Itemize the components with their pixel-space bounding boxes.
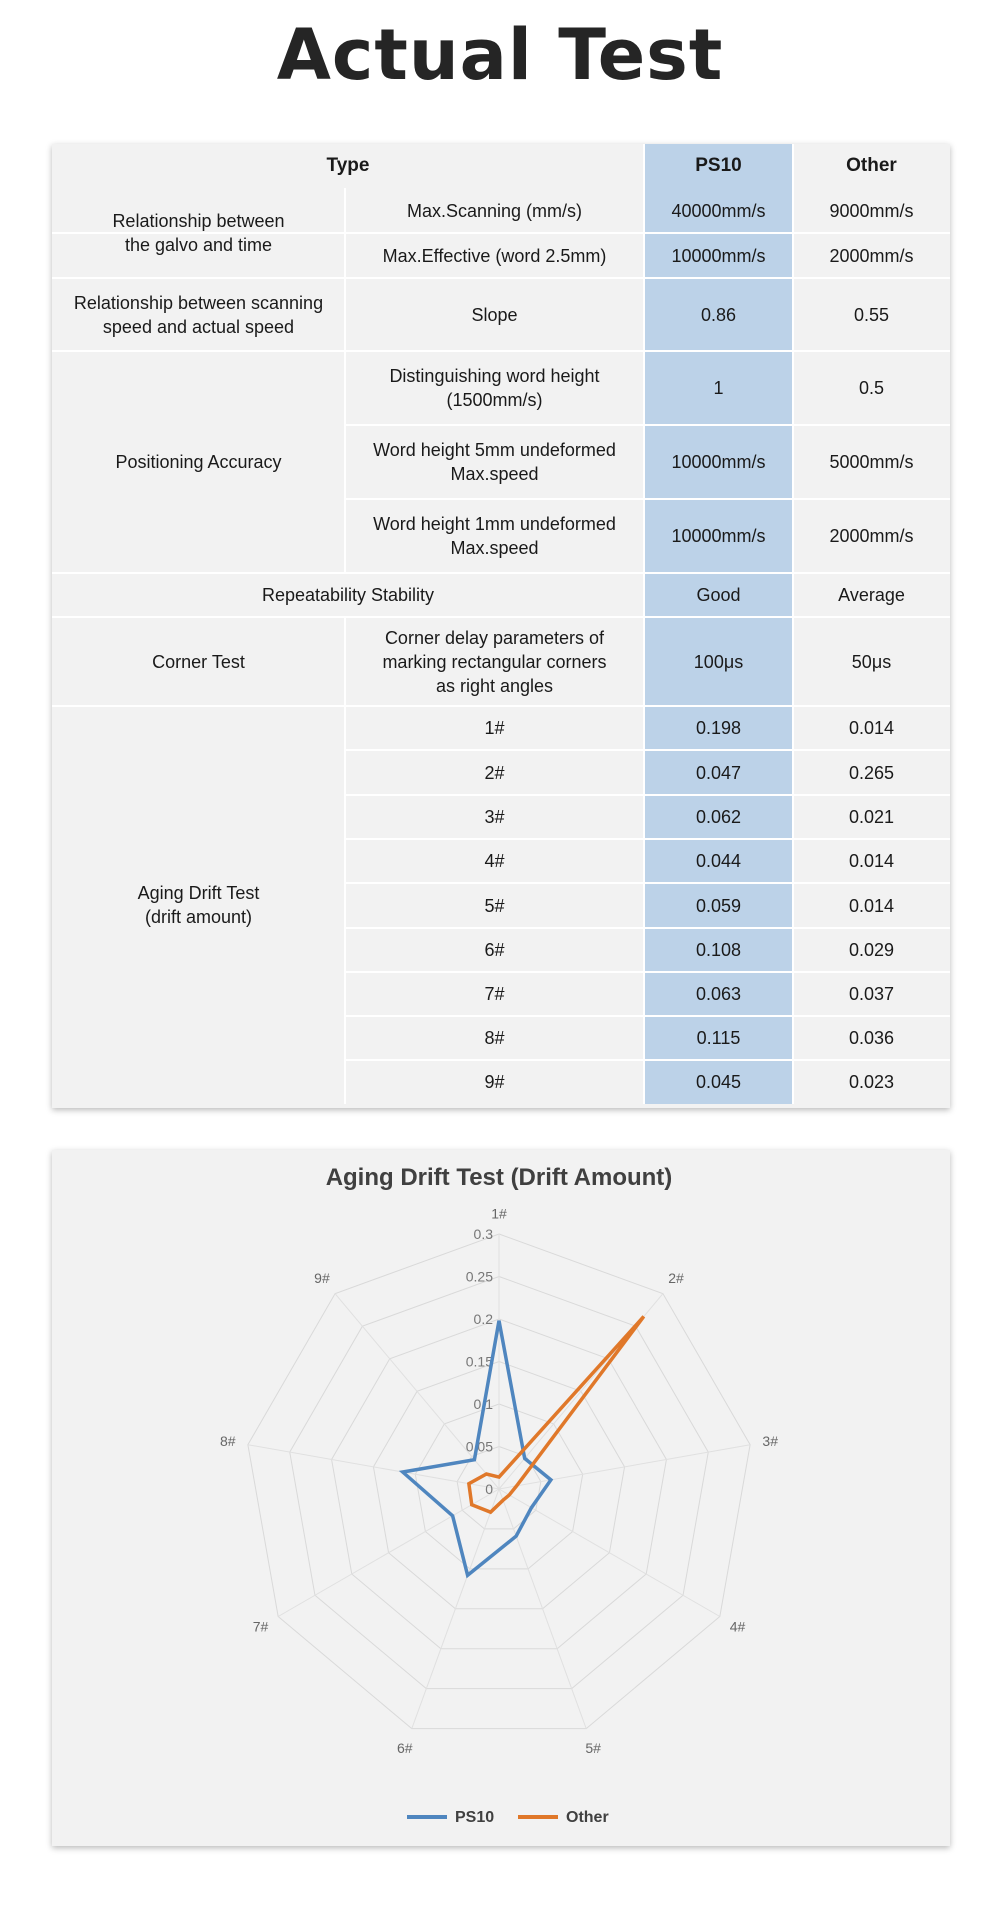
row-item-label: 1# <box>484 718 505 738</box>
row-item-label: 9# <box>484 1072 505 1092</box>
other-value: 0.265 <box>848 762 895 783</box>
radial-tick-label: 0.05 <box>465 1438 493 1455</box>
row-item-label: 6# <box>484 940 505 960</box>
chart-title: Aging Drift Test (Drift Amount) <box>325 1164 673 1191</box>
grid-spoke <box>248 1445 499 1489</box>
row-separator <box>52 705 950 707</box>
column-separator <box>344 617 346 1104</box>
category-label: 6# <box>397 1739 413 1756</box>
category-label: 9# <box>314 1270 330 1287</box>
ps10-value: 0.044 <box>695 851 742 871</box>
legend-label: PS10 <box>455 1809 495 1826</box>
chart-panel <box>52 1150 950 1846</box>
row-group-label: Positioning Accuracy <box>115 452 282 472</box>
ps10-value: 1 <box>713 378 724 398</box>
row-item-label: 3# <box>484 807 505 827</box>
category-label: 1# <box>491 1205 507 1222</box>
comparison-table <box>52 144 950 1108</box>
ps10-value: 0.108 <box>695 940 742 960</box>
other-value: Average <box>838 585 905 605</box>
ps10-value: 100μs <box>693 651 744 672</box>
row-group-label: Relationship between the galvo and time <box>112 211 285 255</box>
other-value: 50μs <box>851 651 892 672</box>
row-item-label: 4# <box>484 851 505 871</box>
row-separator <box>52 232 950 234</box>
other-value: 0.036 <box>848 1028 895 1048</box>
ps10-value: Good <box>696 585 741 605</box>
other-value: 0.55 <box>853 304 890 325</box>
category-label: 3# <box>762 1433 779 1450</box>
other-value: 2000mm/s <box>829 245 914 266</box>
row-item-label: Word height 1mm undeformed Max.speed <box>373 514 616 558</box>
row-separator <box>52 572 950 574</box>
ps10-value: 10000mm/s <box>671 452 766 472</box>
row-group-label: Repeatability Stability <box>261 585 435 605</box>
radial-tick-label: 0.15 <box>465 1353 493 1370</box>
row-separator <box>52 350 950 352</box>
row-item-label: 5# <box>484 895 505 916</box>
ps10-value: 40000mm/s <box>671 200 766 221</box>
other-value: 0.021 <box>848 807 895 827</box>
ps10-value: 0.115 <box>696 1028 741 1048</box>
legend-label: Other <box>566 1809 609 1826</box>
ps10-value: 10000mm/s <box>671 526 766 546</box>
row-separator <box>345 838 950 840</box>
row-group-label: Corner Test <box>152 651 245 672</box>
column-separator <box>344 188 346 573</box>
radar-chart <box>52 1150 950 1846</box>
ps10-value: 10000mm/s <box>671 245 766 266</box>
row-item-label: Corner delay parameters of marking rectangular corners as right angles <box>382 627 607 696</box>
ps10-value: 0.059 <box>695 895 742 916</box>
ps10-value: 0.198 <box>695 718 742 738</box>
ps10-value: 0.047 <box>695 762 742 783</box>
radial-tick-label: 0.2 <box>473 1311 493 1327</box>
other-value: 0.037 <box>848 984 895 1004</box>
row-item-label: 8# <box>484 1028 505 1048</box>
grid-spoke <box>278 1489 499 1617</box>
row-separator <box>345 1015 950 1017</box>
other-value: 0.014 <box>848 718 895 738</box>
other-value: 0.023 <box>848 1072 895 1092</box>
column-separator <box>643 144 645 1104</box>
other-value: 2000mm/s <box>829 526 914 546</box>
other-value: 0.5 <box>858 378 885 398</box>
other-value: 0.014 <box>848 895 895 916</box>
page-title: Actual Test <box>276 14 724 96</box>
category-label: 2# <box>668 1270 684 1287</box>
other-value: 5000mm/s <box>829 452 914 472</box>
row-separator <box>345 971 950 973</box>
row-item-label: 7# <box>484 984 505 1004</box>
row-item-label: Max.Scanning (mm/s) <box>406 200 583 221</box>
row-separator <box>345 749 950 751</box>
row-item-label: Distinguishing word height (1500mm/s) <box>389 366 600 410</box>
row-separator <box>345 424 950 426</box>
row-item-label: Word height 5mm undeformed Max.speed <box>373 440 616 484</box>
ps10-value: 0.045 <box>695 1072 742 1092</box>
radial-tick-label: 0.1 <box>473 1396 493 1412</box>
ps10-value: 0.86 <box>700 304 737 325</box>
header-other: Other <box>846 155 897 176</box>
ps10-value: 0.063 <box>695 984 742 1004</box>
row-group-label: Relationship between scanning speed and actual speed <box>73 292 324 337</box>
radial-tick-label: 0.25 <box>465 1268 493 1285</box>
row-separator <box>345 882 950 884</box>
row-item-label: Slope <box>471 304 518 325</box>
ps10-value: 0.062 <box>695 807 742 827</box>
other-value: 9000mm/s <box>829 200 914 221</box>
row-separator <box>345 794 950 796</box>
row-item-label: Max.Effective (word 2.5mm) <box>382 245 607 266</box>
category-label: 5# <box>585 1739 601 1756</box>
category-label: 7# <box>252 1618 269 1635</box>
row-separator <box>345 927 950 929</box>
row-separator <box>345 1059 950 1061</box>
row-separator <box>52 277 950 279</box>
radial-tick-label: 0 <box>485 1481 493 1497</box>
row-group-label: Aging Drift Test (drift amount) <box>137 883 260 927</box>
other-value: 0.029 <box>848 940 895 960</box>
row-separator <box>345 498 950 500</box>
category-label: 8# <box>219 1433 236 1450</box>
category-label: 4# <box>729 1618 746 1635</box>
header-ps10: PS10 <box>695 155 742 176</box>
other-value: 0.014 <box>848 851 895 871</box>
header-type: Type <box>326 155 370 176</box>
radial-tick-label: 0.3 <box>473 1226 493 1242</box>
row-separator <box>52 616 950 618</box>
column-separator <box>792 144 794 1104</box>
row-item-label: 2# <box>484 762 505 783</box>
